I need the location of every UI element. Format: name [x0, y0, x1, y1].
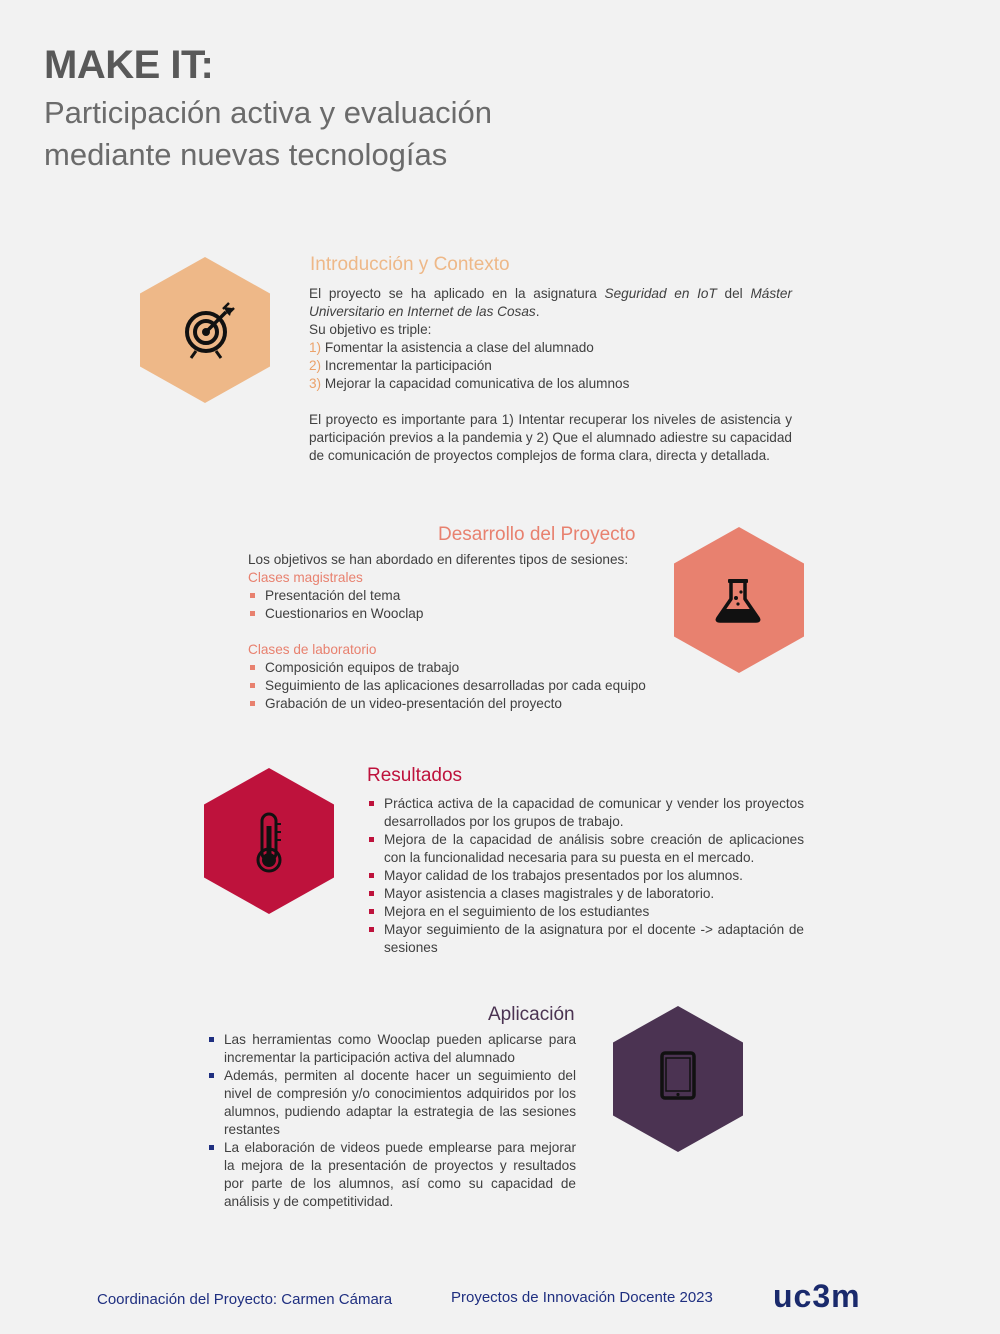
list-item: Las herramientas como Wooclap pueden aplicarse para incrementar la participación activa del alumnado — [207, 1031, 576, 1067]
intro-item-3 — [309, 375, 792, 393]
flask-icon — [674, 527, 804, 673]
list-item: Cuestionarios en Wooclap — [248, 605, 668, 623]
footer-coordination: Coordinación del Proyecto: Carmen Cámara — [97, 1291, 393, 1308]
intro-item-text: Fomentar la asistencia a clase del alumnado — [321, 340, 594, 355]
intro-item-text: Mejorar la capacidad comunicativa de los alumnos — [321, 376, 630, 391]
footer-program: Proyectos de Innovación Docente 2023 — [451, 1289, 713, 1306]
desarrollo-intro: Los objetivos se han abordado en diferentes tipos de sesiones: — [248, 552, 629, 567]
intro-item-number: 2) — [309, 358, 322, 373]
list-item: Mejora en el seguimiento de los estudiantes — [367, 903, 804, 921]
intro-item-number: 3) — [309, 376, 322, 391]
intro-master-name: Máster Universitario en Internet de las Cosas — [309, 286, 792, 319]
list-item: Práctica activa de la capacidad de comunicar y vender los proyectos desarrollados por los grupos de trabajo. — [367, 795, 804, 831]
desarrollo-title: Desarrollo del Proyecto — [438, 524, 636, 545]
page-title: MAKE IT: — [44, 43, 214, 87]
desarrollo-group-2-title: Clases de laboratorio — [248, 642, 377, 657]
uc3m-logo: uc3m — [773, 1278, 861, 1314]
aplicacion-list — [207, 1031, 576, 1211]
intro-course-name: Seguridad en IoT — [604, 286, 717, 301]
tablet-icon — [613, 1006, 743, 1152]
desarrollo-group-2-list — [248, 659, 668, 713]
desarrollo-body — [248, 551, 668, 713]
intro-paragraph-1 — [309, 285, 792, 321]
aplicacion-hexagon — [613, 1006, 743, 1152]
list-item: Mayor seguimiento de la asignatura por el docente -> adaptación de sesiones — [367, 921, 804, 957]
list-item: Composición equipos de trabajo — [248, 659, 668, 677]
resultados-list — [367, 795, 804, 957]
list-item: Mejora de la capacidad de análisis sobre creación de aplicaciones con la funcionalidad necesaria para su puesta en el mercado. — [367, 831, 804, 867]
intro-objective: Su objetivo es triple: — [309, 322, 432, 337]
intro-item-text: Incrementar la participación — [321, 358, 492, 373]
desarrollo-hexagon — [674, 527, 804, 673]
page-subtitle — [44, 92, 564, 176]
target-icon — [140, 257, 270, 403]
list-item: Mayor calidad de los trabajos presentados por los alumnos. — [367, 867, 804, 885]
intro-p1-text-c: . — [535, 304, 540, 319]
list-item: Además, permiten al docente hacer un seguimiento del nivel de compresión y/o conocimientos adquiridos por los alumnos, pudiendo adaptar la estrategia de las sesiones restantes — [207, 1067, 576, 1139]
intro-p1-text-a: El proyecto se ha aplicado en la asignatura — [309, 286, 605, 301]
aplicacion-body — [207, 1031, 576, 1211]
resultados-hexagon — [204, 768, 334, 914]
intro-title: Introducción y Contexto — [310, 254, 510, 275]
aplicacion-title: Aplicación — [488, 1004, 575, 1025]
intro-p1-text-b: del — [716, 286, 751, 301]
list-item: Presentación del tema — [248, 587, 668, 605]
intro-item-number: 1) — [309, 340, 322, 355]
resultados-title: Resultados — [367, 765, 463, 786]
intro-item-1 — [309, 339, 792, 357]
intro-paragraph-2: El proyecto es importante para 1) Intentar recuperar los niveles de asistencia y participación previos a la pandemia y 2) Que el alumnado adiestre su capacidad de comunicación de proyectos complejos de forma clara, directa y detallada. — [309, 412, 792, 463]
list-item: La elaboración de videos puede emplearse para mejorar la mejora de la presentación de proyectos y resultados por parte de los alumnos, así como su capacidad de análisis y de competitividad. — [207, 1139, 576, 1211]
subtitle-line-1: Participación activa y evaluación — [44, 95, 493, 130]
intro-item-2 — [309, 357, 792, 375]
subtitle-line-2: mediante nuevas tecnologías — [44, 137, 448, 172]
resultados-body — [367, 795, 804, 957]
intro-hexagon — [140, 257, 270, 403]
thermometer-icon — [204, 768, 334, 914]
list-item: Grabación de un video-presentación del proyecto — [248, 695, 668, 713]
list-item: Mayor asistencia a clases magistrales y de laboratorio. — [367, 885, 804, 903]
intro-body — [309, 285, 792, 465]
list-item: Seguimiento de las aplicaciones desarrolladas por cada equipo — [248, 677, 668, 695]
desarrollo-group-1-list — [248, 587, 668, 623]
desarrollo-group-1-title: Clases magistrales — [248, 570, 363, 585]
